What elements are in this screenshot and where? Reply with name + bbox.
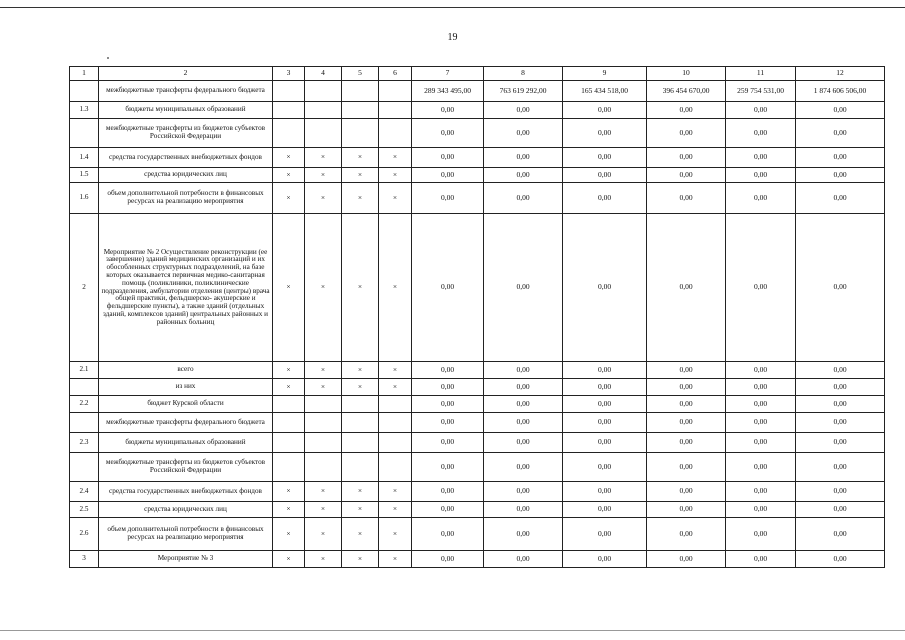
column-header: 12 (796, 67, 885, 81)
cell-col12: 0,00 (796, 168, 885, 183)
cell-col8: 0,00 (484, 413, 563, 433)
cell-col3: × (273, 379, 305, 396)
cell-col11: 0,00 (726, 433, 796, 453)
cell-col11: 0,00 (726, 168, 796, 183)
cell-col3 (273, 102, 305, 119)
cell-col8: 0,00 (484, 102, 563, 119)
row-number: 1.6 (70, 183, 99, 214)
cell-col9: 0,00 (563, 148, 647, 168)
scan-edge-bottom (0, 630, 905, 631)
cell-col6: × (379, 502, 412, 518)
cell-col3 (273, 433, 305, 453)
cell-col12: 0,00 (796, 413, 885, 433)
cell-col6 (379, 119, 412, 148)
row-name: межбюджетные трансферты из бюджетов субъектов Российской Федерации (99, 119, 273, 148)
cell-col6: × (379, 551, 412, 568)
cell-col12: 0,00 (796, 502, 885, 518)
cell-col9: 0,00 (563, 453, 647, 482)
cell-col12: 0,00 (796, 362, 885, 379)
cell-col4: × (305, 214, 342, 362)
cell-col3: × (273, 362, 305, 379)
cell-col6: × (379, 148, 412, 168)
row-name: межбюджетные трансферты из бюджетов субъектов Российской Федерации (99, 453, 273, 482)
cell-col7: 0,00 (412, 551, 484, 568)
cell-col6 (379, 81, 412, 102)
column-header: 7 (412, 67, 484, 81)
cell-col4 (305, 433, 342, 453)
cell-col10: 0,00 (647, 168, 726, 183)
column-header: 3 (273, 67, 305, 81)
cell-col7: 0,00 (412, 453, 484, 482)
cell-col4 (305, 119, 342, 148)
table-row (70, 551, 885, 568)
cell-col7: 0,00 (412, 379, 484, 396)
page-number: 19 (447, 32, 458, 43)
cell-col10: 0,00 (647, 379, 726, 396)
cell-col9: 0,00 (563, 413, 647, 433)
cell-col11: 0,00 (726, 362, 796, 379)
row-name: межбюджетные трансферты федерального бюджета (99, 81, 273, 102)
cell-col11: 0,00 (726, 102, 796, 119)
budget-table (69, 66, 885, 568)
column-header: 2 (99, 67, 273, 81)
cell-col11: 0,00 (726, 502, 796, 518)
row-number: 2.3 (70, 433, 99, 453)
column-header: 6 (379, 67, 412, 81)
row-number: 2.5 (70, 502, 99, 518)
column-header: 5 (342, 67, 379, 81)
cell-col5 (342, 433, 379, 453)
column-header: 8 (484, 67, 563, 81)
cell-col5 (342, 81, 379, 102)
cell-col7: 289 343 495,00 (412, 81, 484, 102)
cell-col12: 0,00 (796, 183, 885, 214)
cell-col8: 0,00 (484, 551, 563, 568)
table-row (70, 518, 885, 551)
row-number: 3 (70, 551, 99, 568)
table-row (70, 433, 885, 453)
column-header: 11 (726, 67, 796, 81)
cell-col7: 0,00 (412, 102, 484, 119)
cell-col7: 0,00 (412, 183, 484, 214)
cell-col8: 0,00 (484, 433, 563, 453)
cell-col5 (342, 413, 379, 433)
cell-col11: 0,00 (726, 183, 796, 214)
cell-col7: 0,00 (412, 148, 484, 168)
cell-col4 (305, 453, 342, 482)
cell-col6: × (379, 168, 412, 183)
cell-col6 (379, 453, 412, 482)
cell-col10: 0,00 (647, 482, 726, 502)
cell-col9: 0,00 (563, 119, 647, 148)
scan-edge-top (0, 7, 905, 8)
cell-col9: 0,00 (563, 482, 647, 502)
cell-col9: 0,00 (563, 502, 647, 518)
row-name: бюджет Курской области (99, 396, 273, 413)
cell-col8: 0,00 (484, 453, 563, 482)
cell-col12: 0,00 (796, 148, 885, 168)
row-name: бюджеты муниципальных образований (99, 102, 273, 119)
row-name: Мероприятие № 2 Осуществление реконструкции (ее завершение) зданий медицинских организаций и их обособленных структурных подразделений, на базе которых оказывается первичная медико-санитарная помощь (поликлиники, поликлинические подразделения, амбулатории отделения (центры) врача общей практики, фельдшерско- акушерские и фельдшерские пункты), а также зданий (отдельных зданий, комплексов зданий) центральных районных и районных больниц (99, 214, 273, 362)
cell-col12: 0,00 (796, 551, 885, 568)
table-header-row (70, 67, 885, 81)
row-number (70, 413, 99, 433)
cell-col12: 1 874 606 506,00 (796, 81, 885, 102)
cell-col10: 0,00 (647, 433, 726, 453)
cell-col9: 0,00 (563, 433, 647, 453)
cell-col11: 0,00 (726, 518, 796, 551)
cell-col4: × (305, 183, 342, 214)
cell-col10: 0,00 (647, 413, 726, 433)
column-header: 1 (70, 67, 99, 81)
cell-col3: × (273, 148, 305, 168)
cell-col5: × (342, 362, 379, 379)
cell-col8: 0,00 (484, 379, 563, 396)
cell-col5: × (342, 551, 379, 568)
cell-col7: 0,00 (412, 433, 484, 453)
cell-col12: 0,00 (796, 396, 885, 413)
table-row (70, 502, 885, 518)
cell-col6: × (379, 518, 412, 551)
cell-col4: × (305, 502, 342, 518)
cell-col6: × (379, 379, 412, 396)
cell-col12: 0,00 (796, 518, 885, 551)
cell-col3 (273, 396, 305, 413)
cell-col4: × (305, 379, 342, 396)
cell-col3: × (273, 518, 305, 551)
cell-col5: × (342, 214, 379, 362)
cell-col5 (342, 102, 379, 119)
cell-col5: × (342, 168, 379, 183)
cell-col8: 0,00 (484, 119, 563, 148)
cell-col8: 0,00 (484, 183, 563, 214)
cell-col12: 0,00 (796, 379, 885, 396)
cell-col12: 0,00 (796, 119, 885, 148)
cell-col3: × (273, 214, 305, 362)
cell-col5: × (342, 379, 379, 396)
cell-col7: 0,00 (412, 396, 484, 413)
cell-col11: 0,00 (726, 482, 796, 502)
cell-col8: 0,00 (484, 362, 563, 379)
cell-col6: × (379, 362, 412, 379)
table-row (70, 396, 885, 413)
row-number: 2.4 (70, 482, 99, 502)
cell-col10: 0,00 (647, 362, 726, 379)
cell-col8: 0,00 (484, 518, 563, 551)
cell-col3: × (273, 168, 305, 183)
cell-col6: × (379, 183, 412, 214)
table-row (70, 362, 885, 379)
cell-col7: 0,00 (412, 119, 484, 148)
table-row (70, 102, 885, 119)
cell-col9: 0,00 (563, 102, 647, 119)
scan-speck (107, 57, 109, 59)
cell-col9: 0,00 (563, 551, 647, 568)
cell-col7: 0,00 (412, 502, 484, 518)
table-row (70, 119, 885, 148)
cell-col8: 0,00 (484, 168, 563, 183)
cell-col11: 0,00 (726, 148, 796, 168)
row-number: 2.6 (70, 518, 99, 551)
table-row (70, 453, 885, 482)
table-row (70, 379, 885, 396)
table-row (70, 413, 885, 433)
row-number: 1.4 (70, 148, 99, 168)
cell-col3: × (273, 502, 305, 518)
cell-col3: × (273, 183, 305, 214)
table-row (70, 168, 885, 183)
cell-col11: 0,00 (726, 413, 796, 433)
cell-col9: 0,00 (563, 168, 647, 183)
cell-col7: 0,00 (412, 413, 484, 433)
row-name: объем дополнительной потребности в финансовых ресурсах на реализацию мероприятия (99, 183, 273, 214)
cell-col10: 0,00 (647, 396, 726, 413)
cell-col3 (273, 81, 305, 102)
cell-col6: × (379, 214, 412, 362)
column-header: 4 (305, 67, 342, 81)
cell-col4: × (305, 482, 342, 502)
row-name: средства юридических лиц (99, 168, 273, 183)
cell-col12: 0,00 (796, 433, 885, 453)
cell-col11: 0,00 (726, 551, 796, 568)
cell-col4 (305, 413, 342, 433)
cell-col12: 0,00 (796, 453, 885, 482)
cell-col5: × (342, 183, 379, 214)
cell-col10: 0,00 (647, 551, 726, 568)
cell-col6 (379, 413, 412, 433)
cell-col9: 0,00 (563, 362, 647, 379)
cell-col4: × (305, 551, 342, 568)
cell-col7: 0,00 (412, 482, 484, 502)
row-name: из них (99, 379, 273, 396)
cell-col3: × (273, 482, 305, 502)
cell-col8: 763 619 292,00 (484, 81, 563, 102)
cell-col5 (342, 119, 379, 148)
row-number: 1.3 (70, 102, 99, 119)
cell-col11: 0,00 (726, 453, 796, 482)
cell-col9: 165 434 518,00 (563, 81, 647, 102)
cell-col6: × (379, 482, 412, 502)
table-row (70, 214, 885, 362)
cell-col6 (379, 102, 412, 119)
cell-col11: 0,00 (726, 119, 796, 148)
row-name: средства государственных внебюджетных фондов (99, 482, 273, 502)
row-number (70, 119, 99, 148)
cell-col6 (379, 433, 412, 453)
table-row (70, 482, 885, 502)
cell-col7: 0,00 (412, 362, 484, 379)
cell-col11: 0,00 (726, 379, 796, 396)
cell-col3: × (273, 551, 305, 568)
cell-col10: 0,00 (647, 214, 726, 362)
cell-col11: 0,00 (726, 396, 796, 413)
cell-col11: 259 754 531,00 (726, 81, 796, 102)
cell-col8: 0,00 (484, 148, 563, 168)
cell-col9: 0,00 (563, 396, 647, 413)
cell-col4: × (305, 168, 342, 183)
cell-col10: 0,00 (647, 518, 726, 551)
cell-col10: 0,00 (647, 453, 726, 482)
cell-col4: × (305, 362, 342, 379)
cell-col8: 0,00 (484, 482, 563, 502)
row-number: 2.1 (70, 362, 99, 379)
cell-col5: × (342, 502, 379, 518)
row-name: бюджеты муниципальных образований (99, 433, 273, 453)
cell-col10: 0,00 (647, 183, 726, 214)
cell-col4 (305, 102, 342, 119)
cell-col5: × (342, 518, 379, 551)
table-row (70, 148, 885, 168)
cell-col10: 0,00 (647, 119, 726, 148)
row-number (70, 453, 99, 482)
table-row (70, 81, 885, 102)
column-header: 9 (563, 67, 647, 81)
cell-col5: × (342, 148, 379, 168)
cell-col10: 0,00 (647, 102, 726, 119)
row-name: межбюджетные трансферты федерального бюджета (99, 413, 273, 433)
cell-col4: × (305, 148, 342, 168)
row-name: всего (99, 362, 273, 379)
row-name: средства юридических лиц (99, 502, 273, 518)
cell-col7: 0,00 (412, 518, 484, 551)
cell-col3 (273, 453, 305, 482)
cell-col12: 0,00 (796, 482, 885, 502)
row-number: 2 (70, 214, 99, 362)
cell-col10: 0,00 (647, 148, 726, 168)
table-row (70, 183, 885, 214)
cell-col10: 0,00 (647, 502, 726, 518)
cell-col12: 0,00 (796, 214, 885, 362)
cell-col10: 396 454 670,00 (647, 81, 726, 102)
cell-col5 (342, 453, 379, 482)
row-number: 1.5 (70, 168, 99, 183)
column-header: 10 (647, 67, 726, 81)
cell-col12: 0,00 (796, 102, 885, 119)
cell-col9: 0,00 (563, 183, 647, 214)
row-name: объем дополнительной потребности в финансовых ресурсах на реализацию мероприятия (99, 518, 273, 551)
cell-col4 (305, 396, 342, 413)
row-number (70, 81, 99, 102)
cell-col5 (342, 396, 379, 413)
row-name: средства государственных внебюджетных фондов (99, 148, 273, 168)
cell-col11: 0,00 (726, 214, 796, 362)
row-number: 2.2 (70, 396, 99, 413)
cell-col9: 0,00 (563, 214, 647, 362)
row-number (70, 379, 99, 396)
row-name: Мероприятие № 3 (99, 551, 273, 568)
cell-col8: 0,00 (484, 396, 563, 413)
cell-col7: 0,00 (412, 214, 484, 362)
cell-col4 (305, 81, 342, 102)
cell-col3 (273, 119, 305, 148)
cell-col6 (379, 396, 412, 413)
cell-col9: 0,00 (563, 518, 647, 551)
cell-col7: 0,00 (412, 168, 484, 183)
cell-col5: × (342, 482, 379, 502)
cell-col8: 0,00 (484, 214, 563, 362)
cell-col8: 0,00 (484, 502, 563, 518)
cell-col3 (273, 413, 305, 433)
cell-col9: 0,00 (563, 379, 647, 396)
cell-col4: × (305, 518, 342, 551)
